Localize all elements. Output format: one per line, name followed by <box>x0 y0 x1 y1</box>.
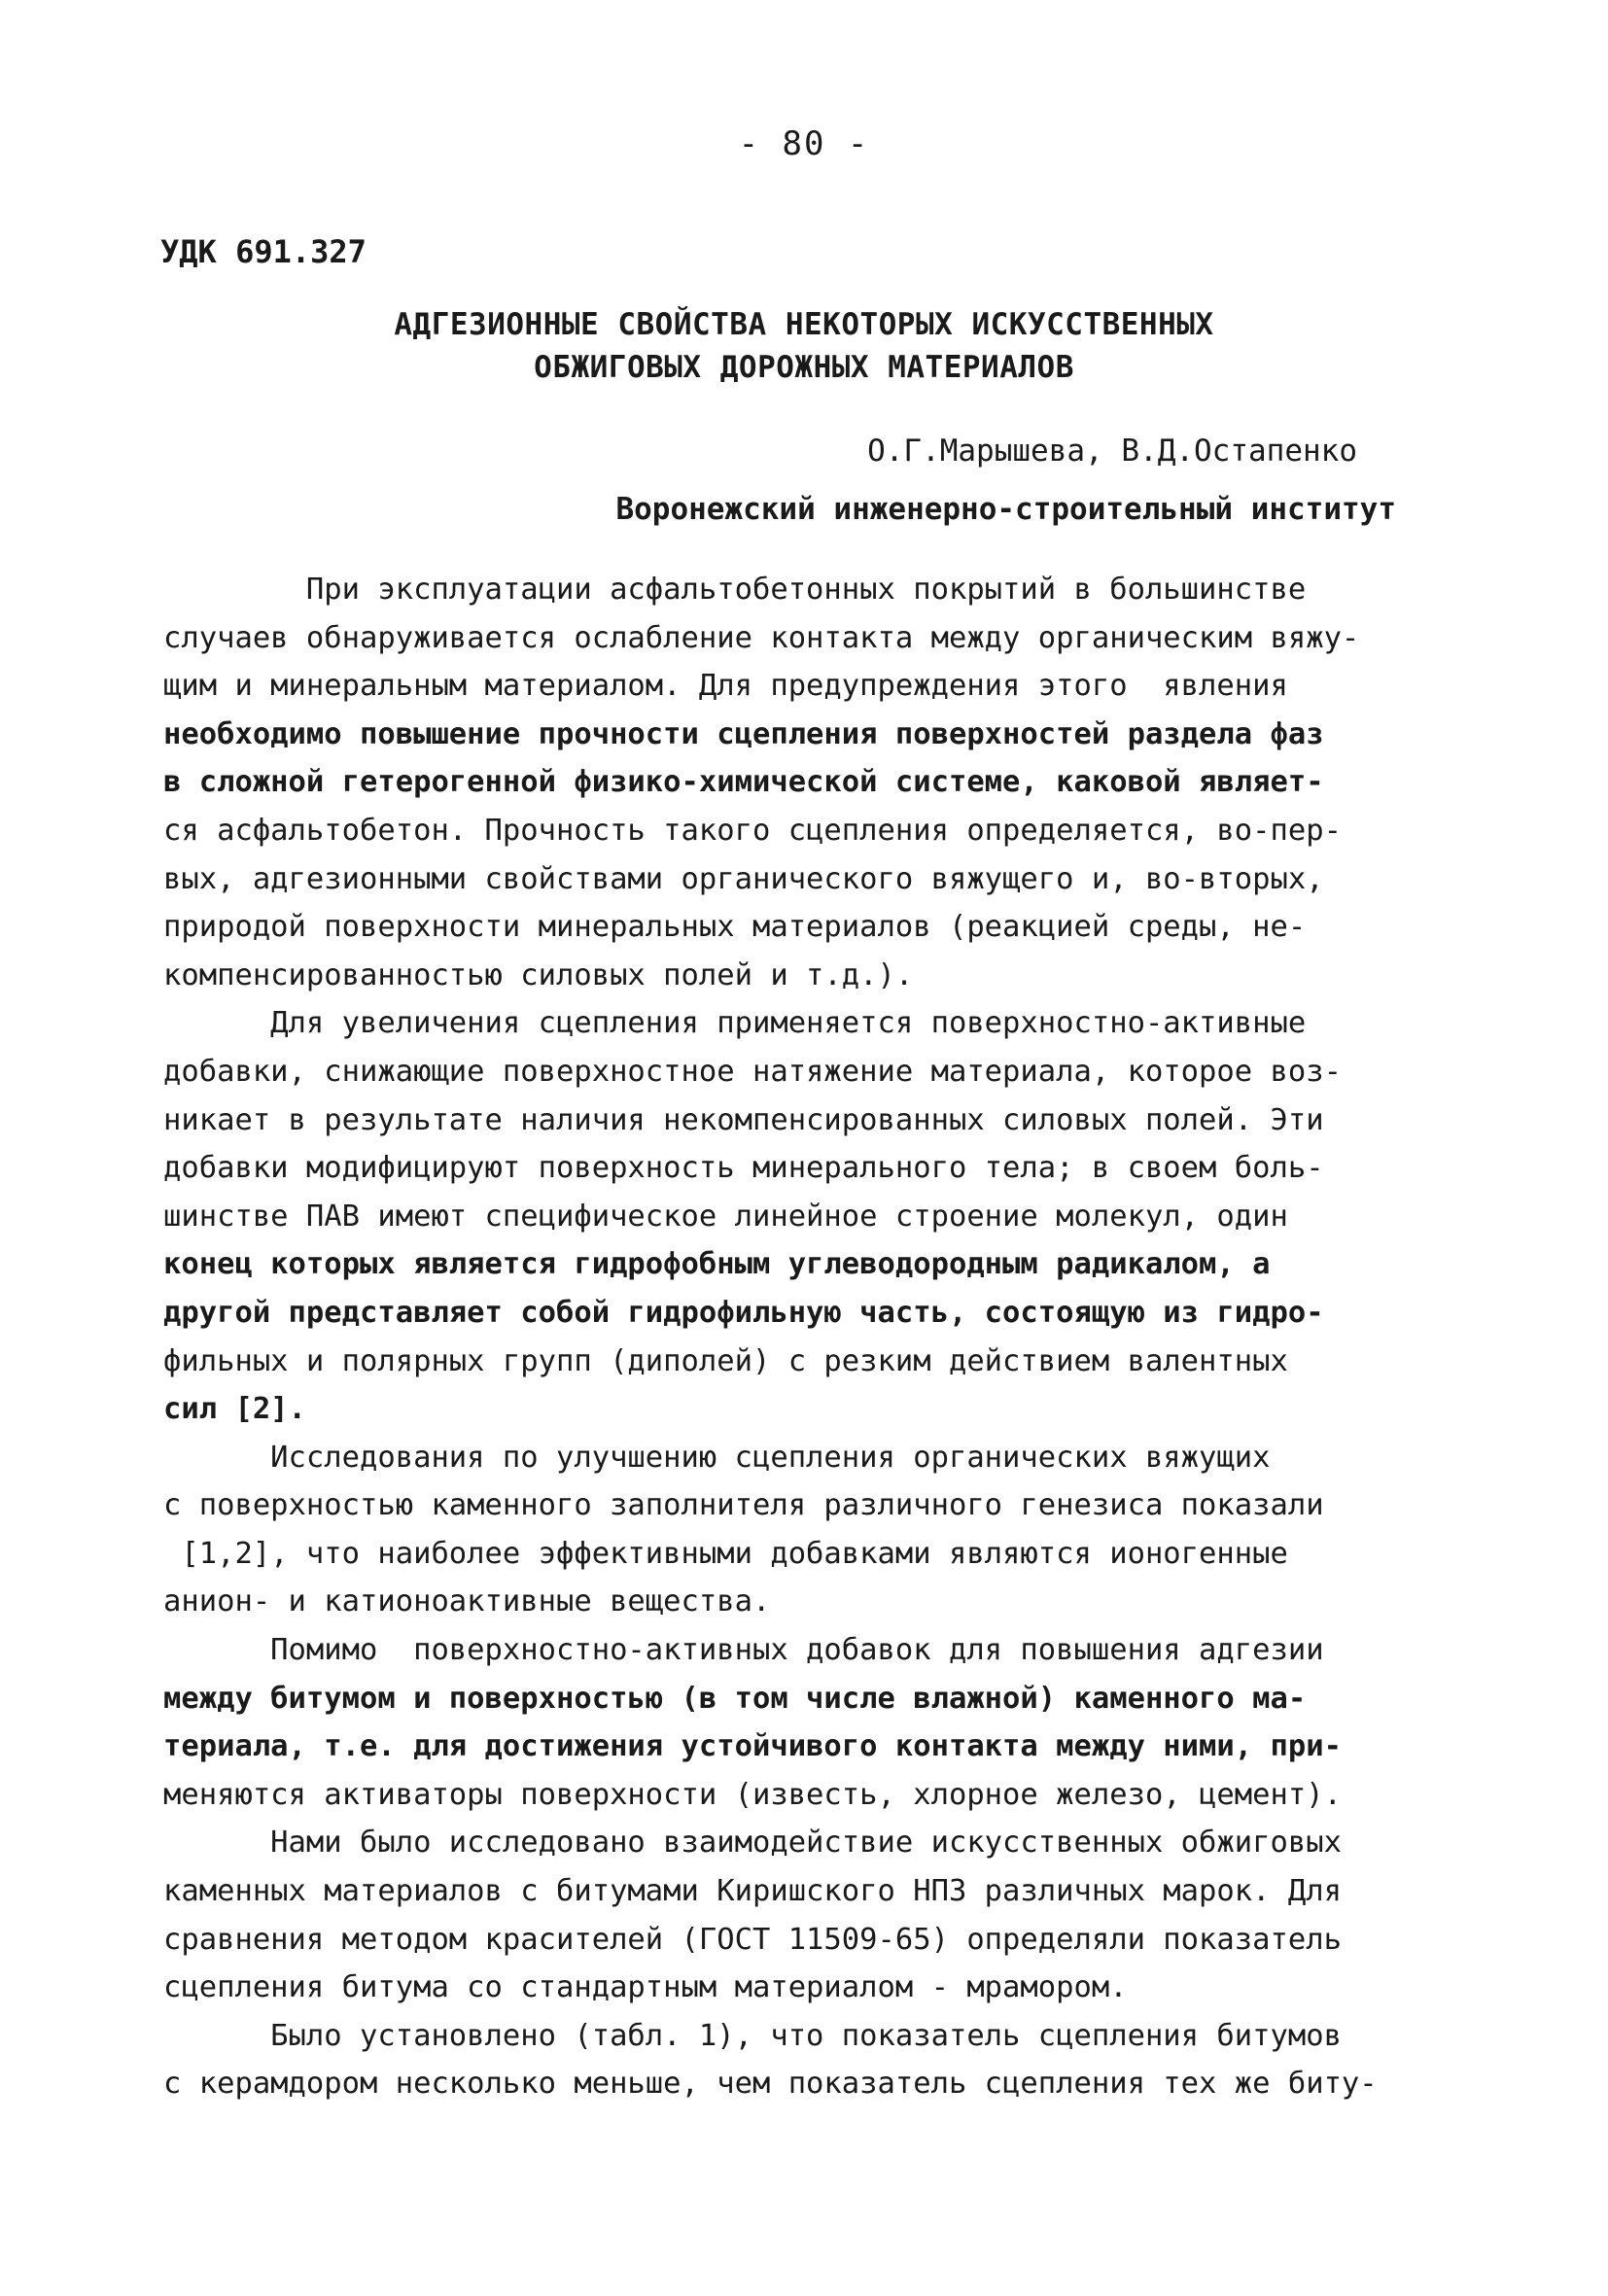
text-line: сравнения методом красителей (ГОСТ 11509-65) определяли показатель <box>163 1922 1342 1957</box>
institute: Воронежский инженерно-строительный институт <box>615 492 1396 527</box>
text-line: случаев обнаруживается ослабление контакта между органическим вяжу- <box>163 620 1360 655</box>
text-line: между битумом и поверхностью (в том числе влажной) каменного ма- <box>163 1681 1307 1716</box>
text-line: с керамдором несколько меньше, чем показатель сцепления тех же биту- <box>163 2067 1378 2102</box>
text-line: каменных материалов с битумами Киришского НПЗ различных марок. Для <box>163 1874 1342 1909</box>
text-line: с поверхностью каменного заполнителя различного генезиса показали <box>163 1488 1324 1523</box>
text-line: сил [2]. <box>163 1392 306 1427</box>
text-line: Нами было исследовано взаимодействие искусственных обжиговых <box>163 1826 1342 1861</box>
authors: О.Г.Марышева, В.Д.Остапенко <box>867 434 1357 469</box>
text-line: конец которых является гидрофобным углеводородным радикалом, а <box>163 1247 1271 1282</box>
text-line: ся асфальтобетон. Прочность такого сцепления определяется, во-пер- <box>163 813 1342 848</box>
text-line: [1,2], что наиболее эффективными добавками являются ионогенные <box>163 1536 1288 1571</box>
body-text <box>163 566 1447 2108</box>
text-line: фильных и полярных групп (диполей) с резким действием валентных <box>163 1343 1288 1378</box>
text-line: необходимо повышение прочности сцепления поверхностей раздела фаз <box>163 716 1324 751</box>
title-line: АДГЕЗИОННЫЕ СВОЙСТВА НЕКОТОРЫХ ИСКУССТВЕННЫХ <box>394 307 1214 342</box>
text-line: сцепления битума со стандартным материалом - мрамором. <box>163 1970 1128 2005</box>
text-line: добавки модифицируют поверхность минерального тела; в своем боль- <box>163 1151 1324 1186</box>
text-line: меняются активаторы поверхности (известь, хлорное железо, цемент). <box>163 1777 1342 1812</box>
text-line: териала, т.е. для достижения устойчивого контакта между ними, при- <box>163 1729 1342 1764</box>
text-line: Для увеличения сцепления применяется поверхностно-активные <box>163 1006 1307 1041</box>
text-line: Было установлено (табл. 1), что показатель сцепления битумов <box>163 2018 1342 2053</box>
title-line: ОБЖИГОВЫХ ДОРОЖНЫХ МАТЕРИАЛОВ <box>534 350 1074 385</box>
text-line: щим и минеральным материалом. Для предупреждения этого явления <box>163 669 1288 704</box>
udk-code: УДК 691.327 <box>160 233 367 270</box>
text-line: При эксплуатации асфальтобетонных покрытий в большинстве <box>163 573 1307 607</box>
text-line: Помимо поверхностно-активных добавок для повышения адгезии <box>163 1633 1324 1668</box>
text-line: компенсированностью силовых полей и т.д.). <box>163 957 914 992</box>
text-line: Исследования по улучшению сцепления органических вяжущих <box>163 1440 1271 1475</box>
text-line: вых, адгезионными свойствами органического вяжущего и, во-вторых, <box>163 861 1324 896</box>
page-number: - 80 - <box>738 124 870 163</box>
text-line: другой представляет собой гидрофильную часть, состоящую из гидро- <box>163 1295 1324 1330</box>
article-title <box>0 303 1608 389</box>
text-line: шинстве ПАВ имеют специфическое линейное строение молекул, один <box>163 1199 1288 1234</box>
text-line: анион- и катионоактивные вещества. <box>163 1584 771 1619</box>
text-line: в сложной гетерогенной физико-химической системе, каковой являет- <box>163 765 1324 800</box>
text-line: никает в результате наличия некомпенсированных силовых полей. Эти <box>163 1102 1324 1137</box>
text-line: природой поверхности минеральных материалов (реакцией среды, не- <box>163 910 1307 945</box>
text-line: добавки, снижающие поверхностное натяжение материала, которое воз- <box>163 1054 1342 1089</box>
